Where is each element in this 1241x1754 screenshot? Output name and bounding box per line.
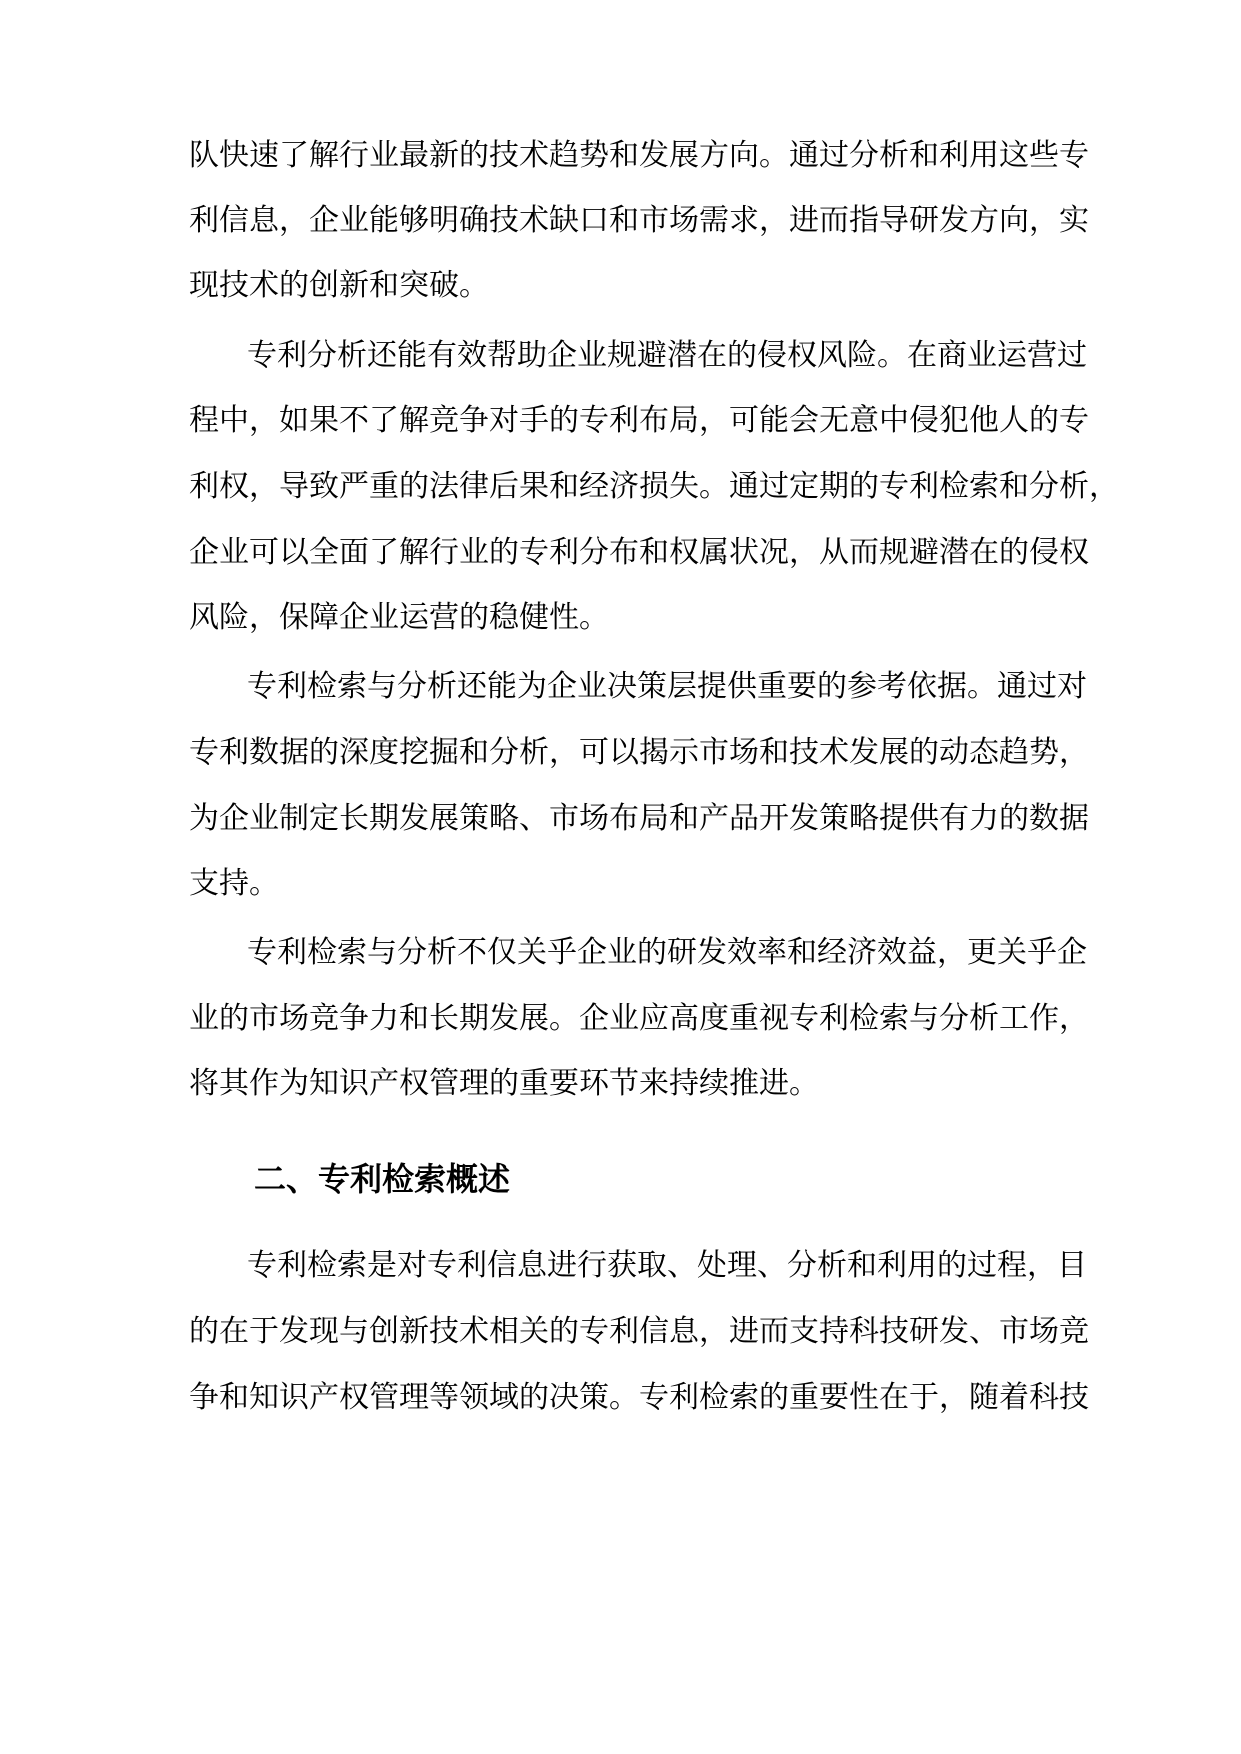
paragraph-1-line-2: 利信息，企业能够明确技术缺口和市场需求，进而指导研发方向，实 [189, 203, 1089, 238]
paragraph-2-line-1: 专利分析还能有效帮助企业规避潜在的侵权风险。在商业运营过 [247, 338, 1087, 373]
paragraph-3-line-3: 为企业制定长期发展策略、市场布局和产品开发策略提供有力的数据 [189, 801, 1089, 836]
paragraph-3-line-4: 支持。 [189, 866, 279, 901]
paragraph-1-line-1: 队快速了解行业最新的技术趋势和发展方向。通过分析和利用这些专 [189, 138, 1089, 173]
section-paragraph-line-3: 争和知识产权管理等领域的决策。专利检索的重要性在于，随着科技 [189, 1380, 1089, 1415]
paragraph-4-line-2: 业的市场竞争力和长期发展。企业应高度重视专利检索与分析工作， [189, 1001, 1089, 1036]
section-paragraph-line-2: 的在于发现与创新技术相关的专利信息，进而支持科技研发、市场竞 [189, 1314, 1089, 1349]
section-paragraph-line-1: 专利检索是对专利信息进行获取、处理、分析和利用的过程，目 [247, 1248, 1087, 1283]
paragraph-2-line-5: 风险，保障企业运营的稳健性。 [189, 600, 609, 635]
paragraph-2-line-4: 企业可以全面了解行业的专利分布和权属状况，从而规避潜在的侵权 [189, 535, 1089, 570]
paragraph-2-line-2: 程中，如果不了解竞争对手的专利布局，可能会无意中侵犯他人的专 [189, 403, 1089, 438]
paragraph-3-line-2: 专利数据的深度挖掘和分析，可以揭示市场和技术发展的动态趋势， [189, 735, 1089, 770]
paragraph-2-line-3: 利权，导致严重的法律后果和经济损失。通过定期的专利检索和分析， [189, 469, 1119, 504]
paragraph-1-line-3: 现技术的创新和突破。 [189, 268, 489, 303]
paragraph-4-line-3: 将其作为知识产权管理的重要环节来持续推进。 [189, 1066, 819, 1101]
paragraph-3-line-1: 专利检索与分析还能为企业决策层提供重要的参考依据。通过对 [247, 669, 1087, 704]
paragraph-4-line-1: 专利检索与分析不仅关乎企业的研发效率和经济效益，更关乎企 [247, 935, 1087, 970]
section-heading: 二、专利检索概述 [254, 1160, 511, 1198]
